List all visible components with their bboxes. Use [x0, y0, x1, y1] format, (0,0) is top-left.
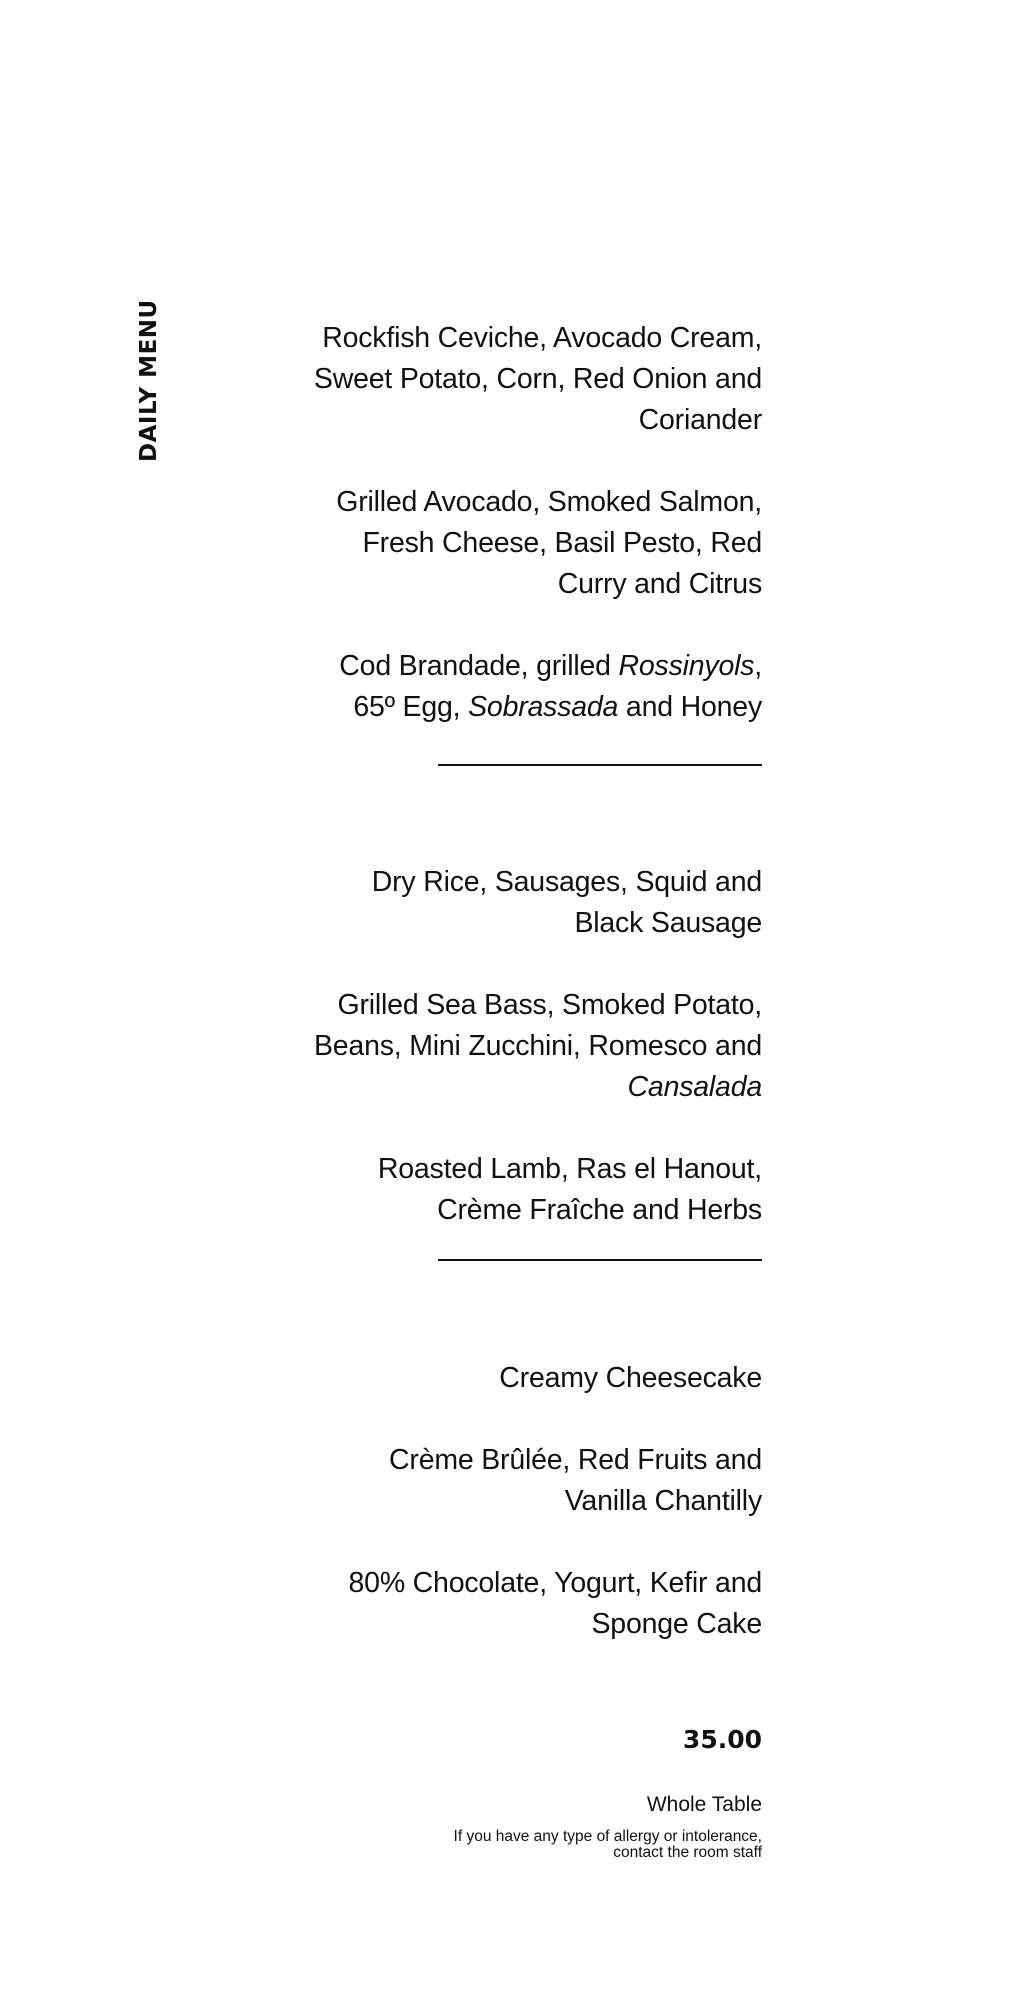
menu-price: 35.00 — [682, 1725, 762, 1754]
dish-creme-brulee: Crème Brûlée, Red Fruits and Vanilla Chantilly — [389, 1444, 762, 1517]
allergy-note: If you have any type of allergy or intolerance, contact the room staff — [453, 1828, 762, 1861]
dish-creamy-cheesecake: Creamy Cheesecake — [499, 1362, 762, 1394]
menu-body — [200, 318, 762, 1645]
dish-cod-brandade: Cod Brandade, grilled Rossinyols, 65º Egg, Sobrassada and Honey — [339, 650, 762, 723]
dish-roasted-lamb: Roasted Lamb, Ras el Hanout, Crème Fraîche and Herbs — [377, 1153, 762, 1226]
price-note: Whole Table — [646, 1793, 762, 1816]
menu-title: DAILY MENU — [136, 299, 162, 462]
dish-grilled-sea-bass: Grilled Sea Bass, Smoked Potato, Beans, Mini Zucchini, Romesco and Cansalada — [313, 989, 762, 1103]
section-divider — [438, 764, 762, 766]
course-mains — [200, 862, 762, 1231]
dish-dry-rice: Dry Rice, Sausages, Squid and Black Sausage — [371, 866, 762, 939]
section-divider — [438, 1259, 762, 1261]
course-starters — [200, 318, 762, 728]
dish-rockfish-ceviche: Rockfish Ceviche, Avocado Cream, Sweet Potato, Corn, Red Onion and Coriander — [313, 322, 762, 436]
course-desserts — [200, 1358, 762, 1645]
dish-chocolate-yogurt: 80% Chocolate, Yogurt, Kefir and Sponge Cake — [348, 1567, 762, 1640]
dish-grilled-avocado: Grilled Avocado, Smoked Salmon, Fresh Cheese, Basil Pesto, Red Curry and Citrus — [336, 486, 762, 600]
